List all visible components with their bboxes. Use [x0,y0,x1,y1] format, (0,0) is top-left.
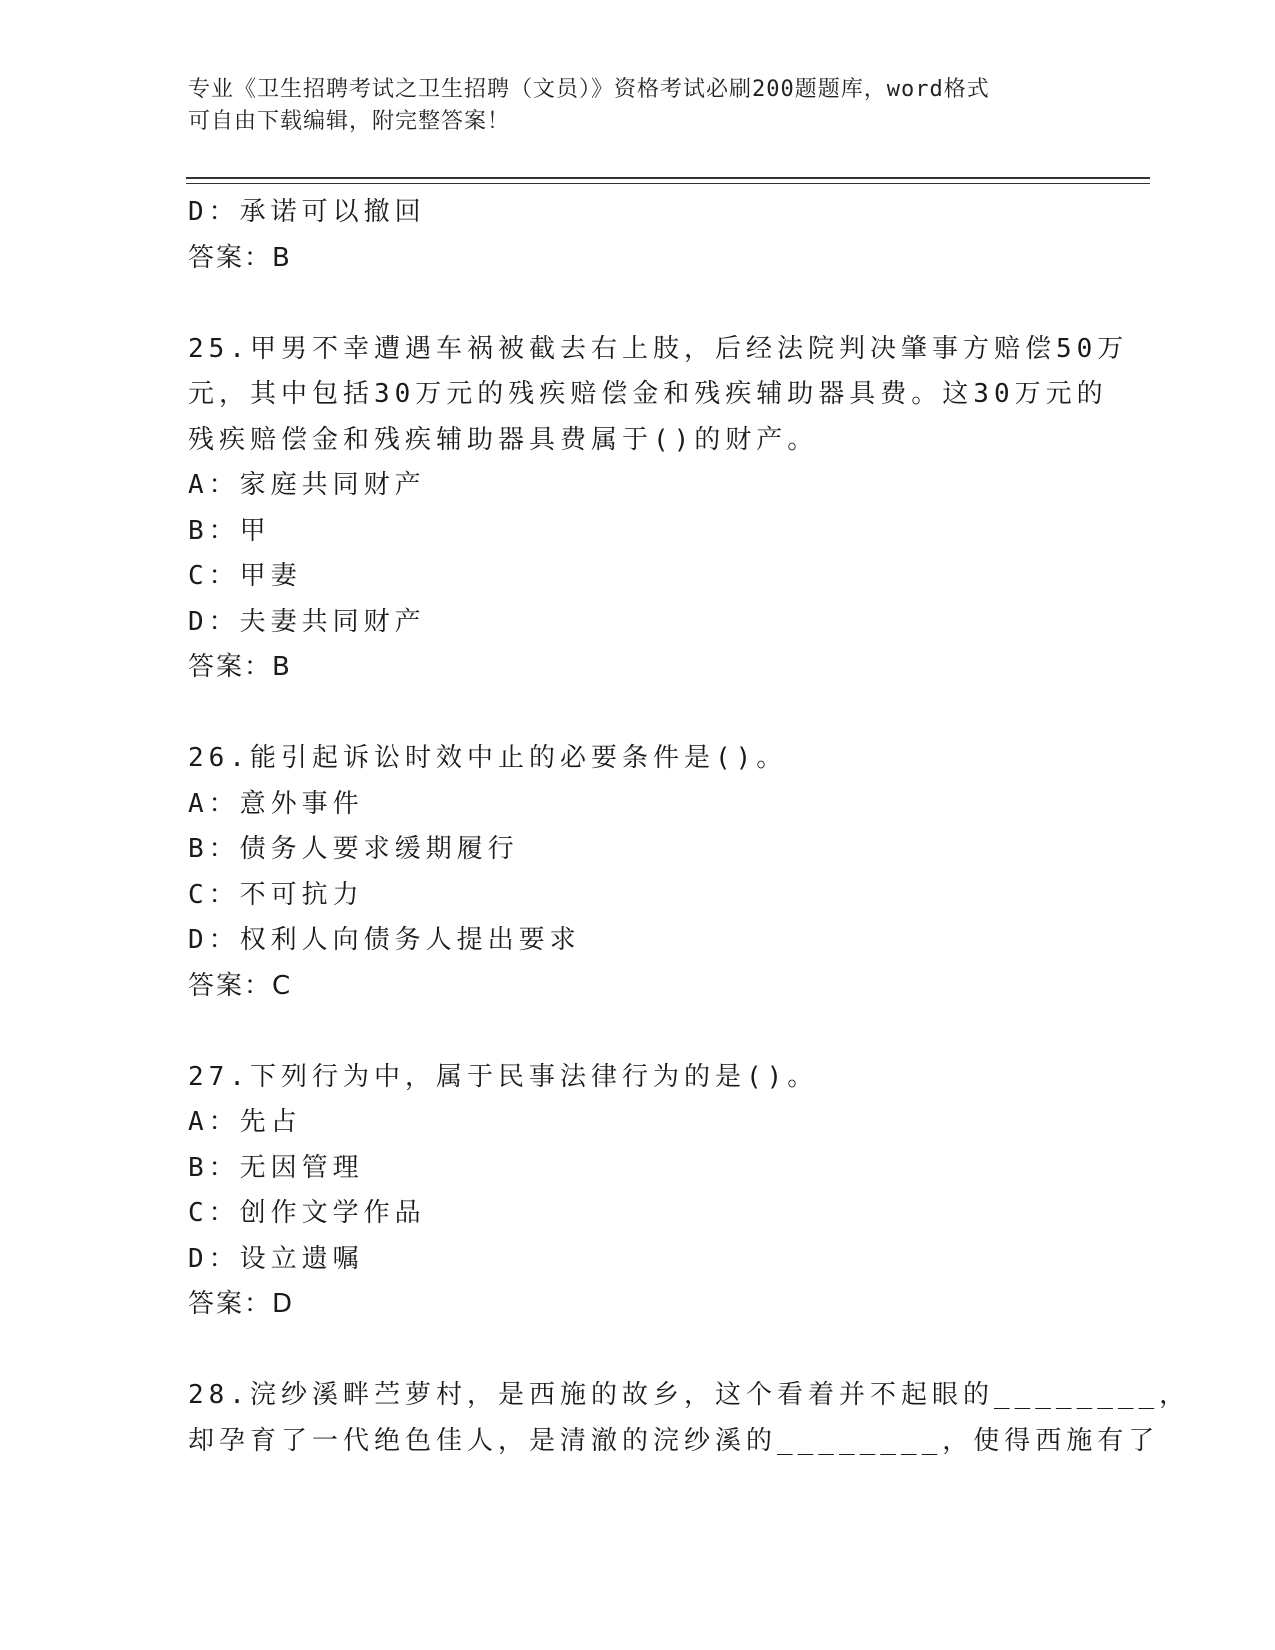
header-line-1: 专业《卫生招聘考试之卫生招聘（文员）》资格考试必刷200题题库，word格式 [188,77,990,102]
option-a: A：家庭共同财产 [188,470,426,500]
answer-line: 答案：C [188,970,293,1001]
spacer [188,1009,1088,1055]
question-stem-line: 28.浣纱溪畔苎萝村，是西施的故乡，这个看着并不起眼的________， [188,1380,1191,1410]
option-a: A：先占 [188,1107,302,1137]
option-d: D：权利人向债务人提出要求 [188,925,581,955]
option-c: C：创作文学作品 [188,1198,426,1228]
answer-line: 答案：B [188,652,292,682]
header-rule-thick [186,177,1150,179]
option-b: B：债务人要求缓期履行 [188,834,519,864]
question-list [188,190,1191,1464]
option-b: B：无因管理 [188,1152,364,1183]
question-stem-line: 27.下列行为中，属于民事法律行为的是()。 [188,1061,819,1092]
question-28 [188,1373,1191,1464]
page-header [188,74,1068,138]
header-rule-thin [186,183,1150,184]
option-b: B：甲 [188,515,271,546]
option-c: C：不可抗力 [188,879,364,910]
option-d: D：承诺可以撤回 [188,197,426,227]
question-stem-line: 26.能引起诉讼时效中止的必要条件是()。 [188,743,788,773]
question-25 [188,327,1129,691]
question-stem-line: 残疾赔偿金和残疾辅助器具费属于()的财产。 [188,424,819,455]
option-d: D：夫妻共同财产 [188,606,426,637]
question-26 [188,736,1088,1009]
option-a: A：意外事件 [188,788,364,819]
spacer [188,1328,1088,1374]
answer-line: 答案：B [188,242,292,273]
question-stem-line: 却孕育了一代绝色佳人，是清澈的浣纱溪的________，使得西施有了 [188,1425,1160,1456]
question-stem-line: 元，其中包括30万元的残疾赔偿金和残疾辅助器具费。这30万元的 [188,379,1108,409]
option-d: D：设立遗嘱 [188,1243,364,1274]
answer-line: 答案：D [188,1289,295,1319]
spacer [188,281,1088,327]
question-27 [188,1055,1088,1328]
question-24-fragment [188,190,1088,281]
question-stem-line: 25.甲男不幸遭遇车祸被截去右上肢，后经法院判决肇事方赔偿50万 [188,333,1129,364]
header-line-2: 可自由下载编辑，附完整答案！ [188,109,511,134]
spacer [188,691,1088,737]
option-c: C：甲妻 [188,561,302,591]
